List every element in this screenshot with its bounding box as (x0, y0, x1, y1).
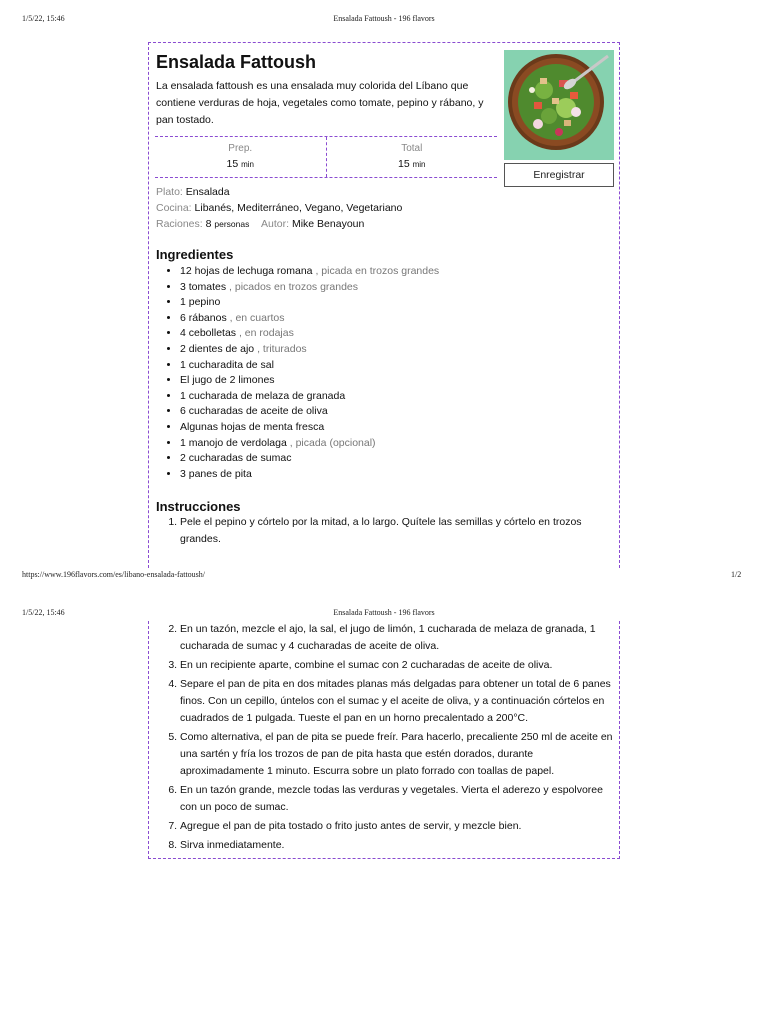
print-title: Ensalada Fattoush - 196 flavors (333, 608, 435, 617)
instruction-step: 1. Pele el pepino y córtelo por la mitad, a lo largo. Quítele las semillas y córtelo en trozos grandes. (180, 514, 620, 548)
total-time-value: 15 (398, 158, 410, 170)
course-value: Ensalada (185, 186, 230, 198)
instruction-step: 7. Agregue el pan de pita tostado o frito justo antes de servir, y mezcle bien. (180, 818, 620, 835)
instructions-list (149, 514, 620, 550)
recipe-times (155, 136, 497, 178)
ingredient-item (180, 451, 439, 467)
ingredient-text: 3 panes de pita (180, 467, 252, 480)
ingredient-item (180, 295, 439, 311)
ingredient-item (180, 373, 439, 389)
total-time-label: Total (401, 143, 423, 154)
recipe-cuisine (156, 200, 596, 216)
ingredient-text: 1 manojo de verdolaga (180, 436, 287, 449)
servings-label: Raciones: (156, 218, 203, 230)
instruction-step: 2. En un tazón, mezcle el ajo, la sal, el jugo de limón, 1 cucharada de melaza de granada, 1 cucharada de sumac y 4 cucharadas de aceite de oliva. (180, 621, 620, 655)
instruction-step: 6. En un tazón grande, mezcle todas las verduras y vegetales. Vierta el aderezo y espolvoree con un poco de sumac. (180, 782, 620, 816)
cuisine-value: Libanés, Mediterráneo, Vegano, Vegetariano (194, 202, 403, 214)
ingredient-item (180, 389, 439, 405)
ingredient-text: El jugo de 2 limones (180, 374, 275, 387)
ingredient-text: 1 pepino (180, 296, 221, 309)
ingredient-item (180, 358, 439, 374)
print-page-number: 1/2 (731, 570, 742, 579)
recipe-servings-author (156, 216, 596, 232)
prep-time-unit: min (241, 160, 254, 169)
ingredient-note: , triturados (257, 342, 307, 355)
print-url: https://www.196flavors.com/es/libano-ensalada-fattoush/ (22, 570, 205, 579)
instructions-heading: Instrucciones (156, 499, 241, 514)
servings-value: 8 (205, 218, 212, 230)
ingredient-item (180, 280, 439, 296)
ingredients-list (149, 264, 439, 482)
ingredient-item (180, 311, 439, 327)
total-time-unit: min (412, 160, 426, 169)
ingredient-item (180, 420, 439, 436)
ingredients-heading: Ingredientes (156, 247, 234, 262)
prep-time (155, 137, 326, 177)
print-datetime: 1/5/22, 15:46 (22, 14, 65, 23)
total-time (326, 137, 498, 177)
print-title: Ensalada Fattoush - 196 flavors (333, 14, 435, 23)
author-value: Mike Benayoun (291, 218, 365, 230)
instruction-step: 3. En un recipiente aparte, combine el sumac con 2 cucharadas de aceite de oliva. (180, 657, 620, 674)
recipe-course (156, 184, 596, 200)
recipe-summary: La ensalada fattoush es una ensalada muy colorida del Líbano que contiene verduras de hoja, vegetales como tomate, pepino y rábano, y pan tostado. (156, 80, 484, 126)
recipe-card (148, 42, 620, 568)
ingredient-item (180, 342, 439, 358)
ingredient-text: 2 dientes de ajo (180, 342, 255, 355)
ingredient-note: , picada en trozos grandes (315, 265, 440, 277)
ingredient-note: , picados en trozos grandes (229, 280, 359, 293)
prep-time-label: Prep. (228, 143, 253, 154)
ingredient-item (180, 326, 439, 342)
ingredient-text: 4 cebolletas (180, 327, 237, 340)
ingredient-text: 12 hojas de lechuga romana (180, 265, 313, 277)
ingredient-note: , en cuartos (229, 311, 285, 324)
ingredient-text: 2 cucharadas de sumac (180, 452, 292, 465)
ingredient-note: , en rodajas (238, 327, 294, 340)
ingredient-text: 6 cucharadas de aceite de oliva (180, 405, 328, 418)
ingredient-text: 6 rábanos (180, 311, 227, 324)
recipe-photo (504, 50, 614, 160)
recipe-title: Ensalada Fattoush (156, 52, 317, 72)
save-recipe-button[interactable]: Enregistrar (504, 163, 614, 187)
instructions-list-continued (149, 621, 620, 856)
ingredient-item (180, 264, 439, 280)
ingredient-text: 1 cucharada de melaza de granada (180, 389, 346, 402)
prep-time-value: 15 (226, 158, 239, 170)
ingredient-item (180, 404, 439, 420)
author-label: Autor: (261, 218, 290, 230)
ingredient-item (180, 467, 439, 483)
ingredient-item (180, 436, 439, 452)
ingredient-text: 3 tomates (180, 280, 227, 293)
instruction-step: 4. Separe el pan de pita en dos mitades planas más delgadas para obtener un total de 6 panes finos. Con un cepillo, úntelos con el sumac y el aceite de oliva, y a continuación córtelos en cuadrados de 1 pulgada. Tueste el pan en un horno precalentado a 200°C. (180, 676, 620, 727)
ingredient-text: 1 cucharadita de sal (180, 358, 274, 371)
ingredient-text: Algunas hojas de menta fresca (180, 420, 325, 433)
course-label: Plato: (156, 186, 183, 198)
cuisine-label: Cocina: (156, 202, 192, 214)
print-datetime: 1/5/22, 15:46 (22, 608, 65, 617)
servings-unit: personas (214, 219, 250, 229)
recipe-card-continued (148, 621, 620, 859)
instruction-step: 5. Como alternativa, el pan de pita se puede freír. Para hacerlo, precaliente 250 ml de aceite en una sartén y fría los trozos de pan de pita hasta que estén dorados, durante aproximadamente 1 minuto. Escurra sobre un plato forrado con toallas de papel. (180, 729, 620, 780)
instruction-step: 8. Sirva inmediatamente. (180, 837, 620, 854)
ingredient-note: , picada (opcional) (289, 436, 376, 449)
